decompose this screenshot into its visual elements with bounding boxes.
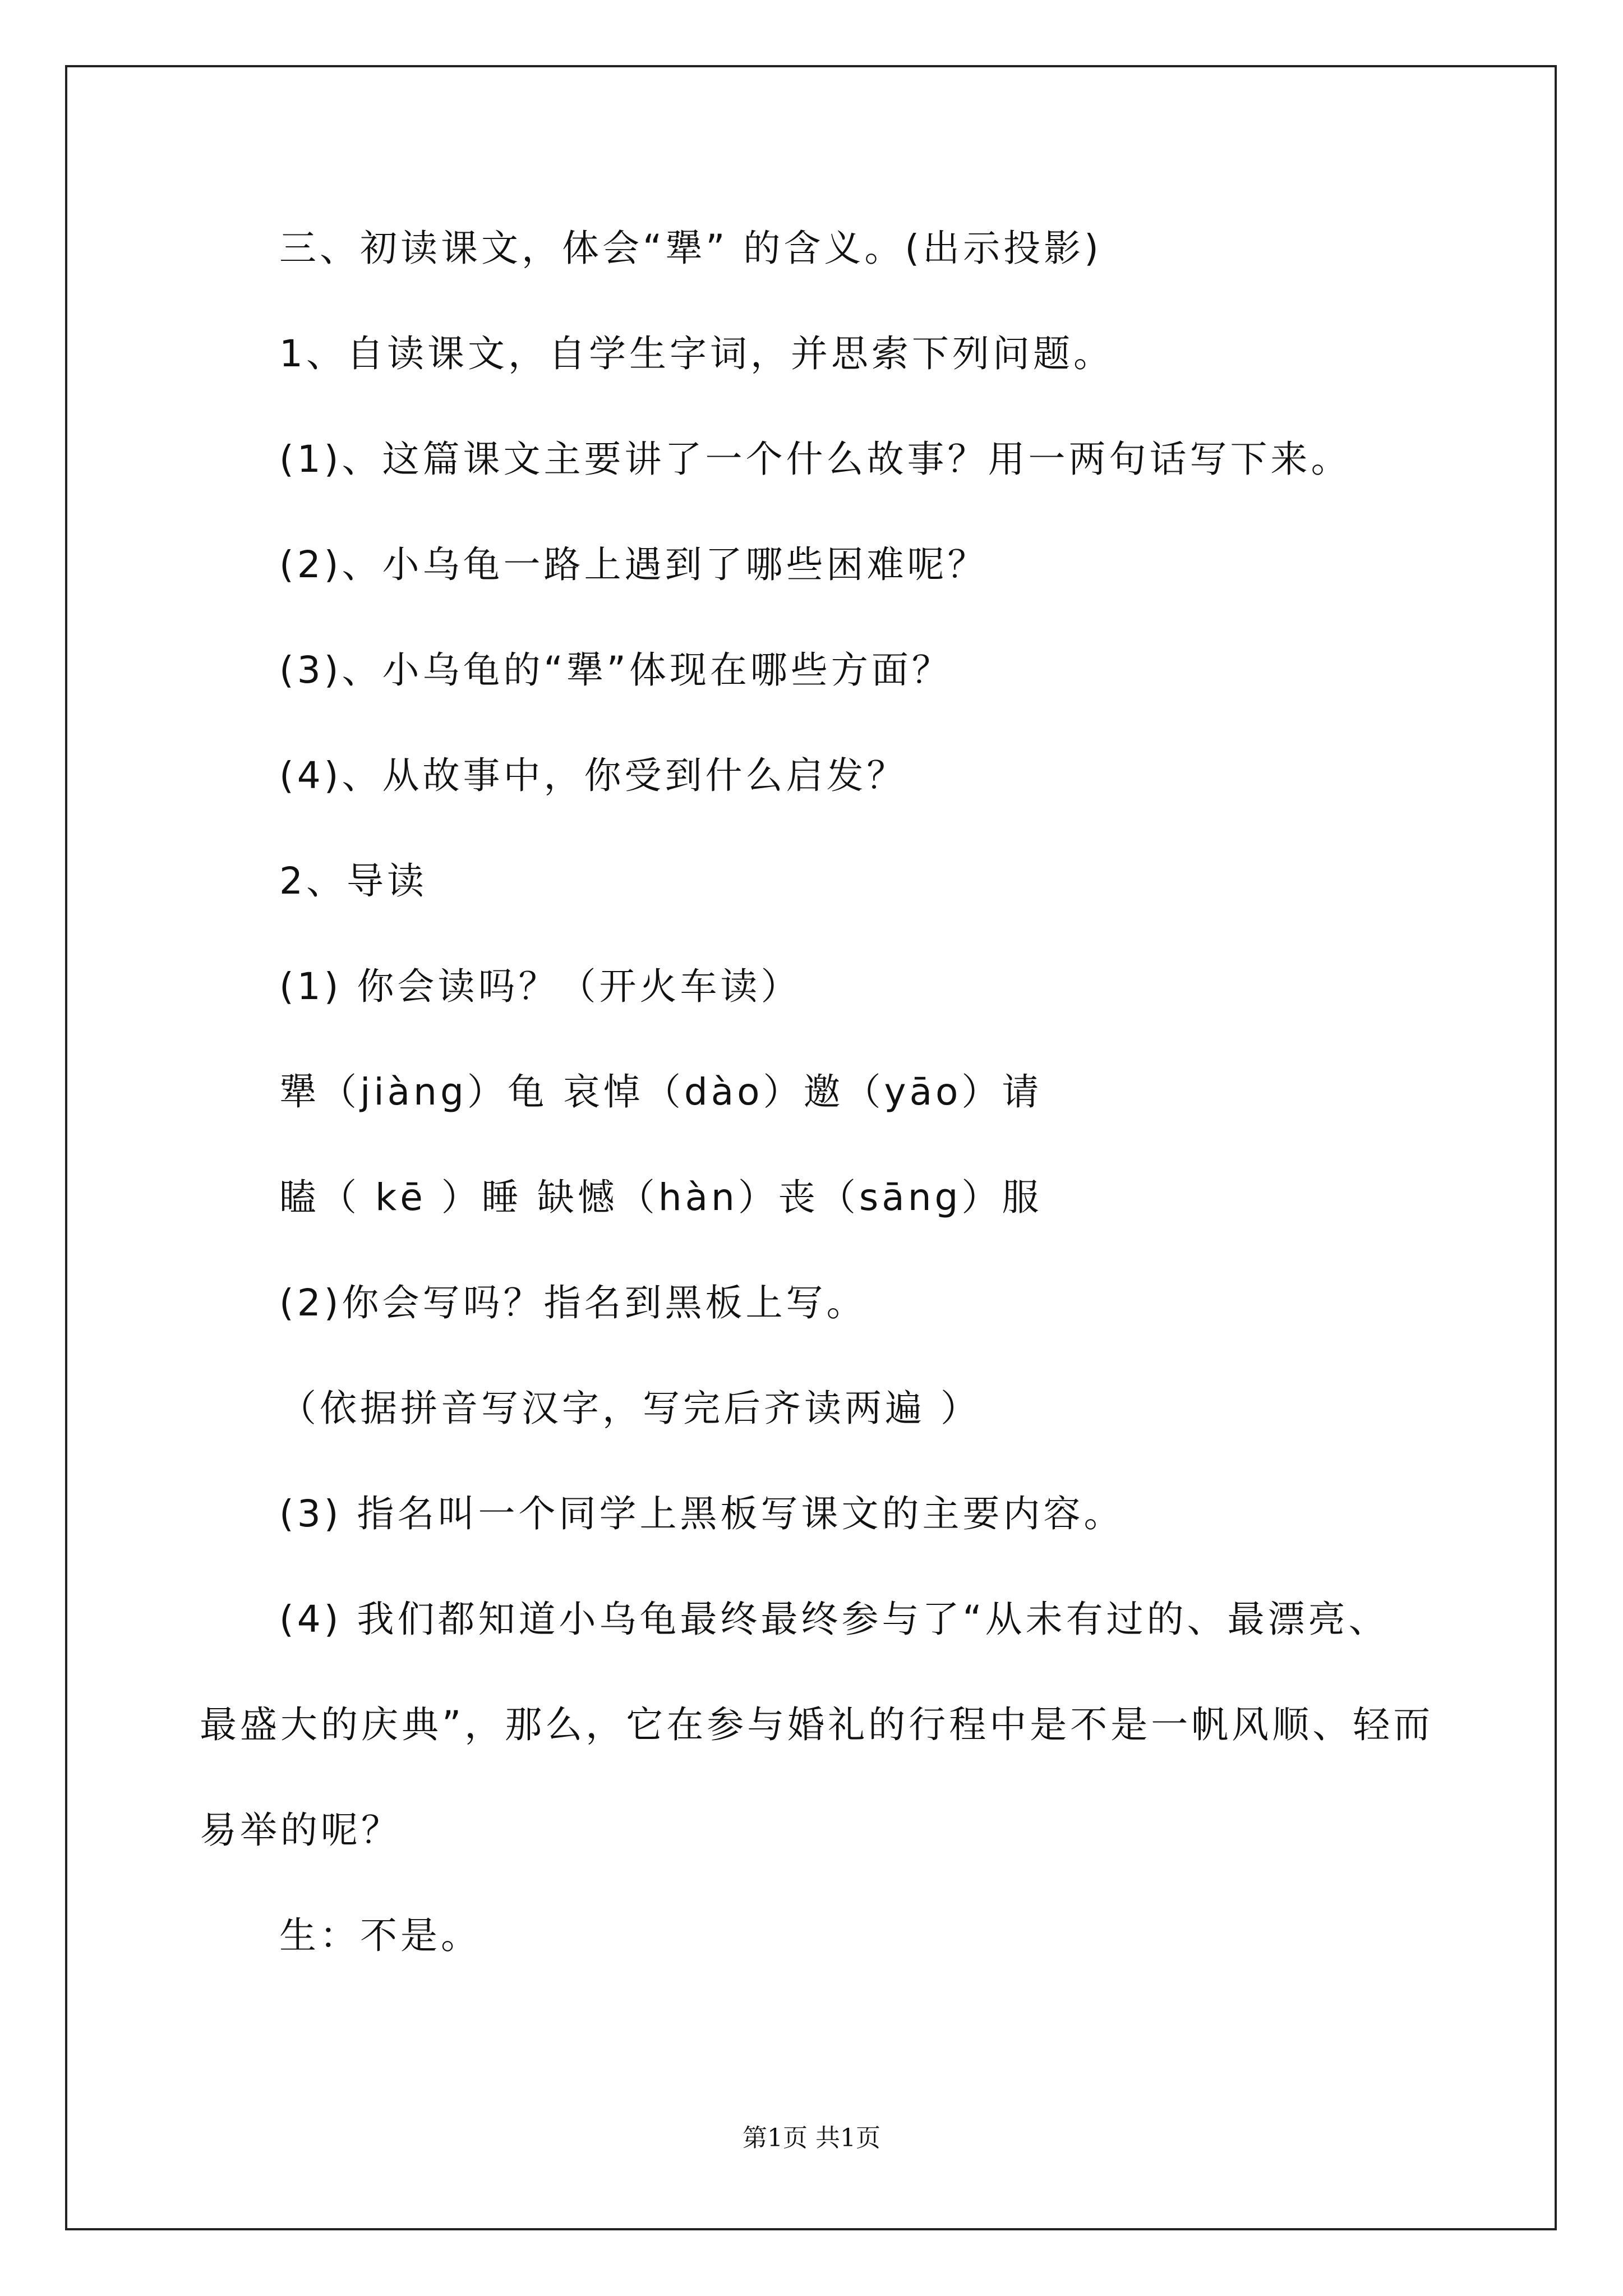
vocab-line-1: 犟（jiàng）龟 哀悼（dào）邀（yāo）请 bbox=[279, 1070, 1043, 1114]
student-answer: 生：不是。 bbox=[279, 1914, 481, 1957]
question-1: (1)、这篇课文主要讲了一个什么故事？用一两句话写下来。 bbox=[279, 438, 1352, 481]
paragraph-line-3: 易举的呢？ bbox=[200, 1809, 402, 1852]
page-number: 第1页 共1页 bbox=[743, 2124, 880, 2152]
main-content-prompt: (3) 指名叫一个同学上黑板写课文的主要内容。 bbox=[279, 1492, 1124, 1535]
question-3: (3)、小乌龟的“犟”体现在哪些方面？ bbox=[279, 648, 952, 692]
reading-prompt: (1) 你会读吗？（开火车读） bbox=[279, 965, 801, 1008]
question-4: (4)、从故事中，你受到什么启发？ bbox=[279, 754, 907, 797]
task-1-heading: 1、自读课文，自学生字词，并思索下列问题。 bbox=[279, 332, 1114, 375]
writing-prompt: (2)你会写吗？指名到黑板上写。 bbox=[279, 1281, 867, 1324]
task-2-heading: 2、导读 bbox=[279, 859, 427, 903]
writing-note: （依据拼音写汉字，写完后齐读两遍 ） bbox=[279, 1387, 981, 1430]
paragraph-line-2: 最盛大的庆典”，那么，它在参与婚礼的行程中是不是一帆风顺、轻而 bbox=[200, 1703, 1434, 1746]
question-2: (2)、小乌龟一路上遇到了哪些困难呢？ bbox=[279, 543, 988, 586]
paragraph-line-1: (4) 我们都知道小乌龟最终最终参与了“从未有过的、最漂亮、 bbox=[279, 1598, 1389, 1641]
vocab-line-2: 瞌（ kē ）睡 缺憾（hàn）丧（sāng）服 bbox=[279, 1176, 1043, 1219]
page-border bbox=[65, 65, 1557, 2230]
section-heading-3: 三、初读课文，体会“犟” 的含义。(出示投影) bbox=[279, 227, 1102, 270]
